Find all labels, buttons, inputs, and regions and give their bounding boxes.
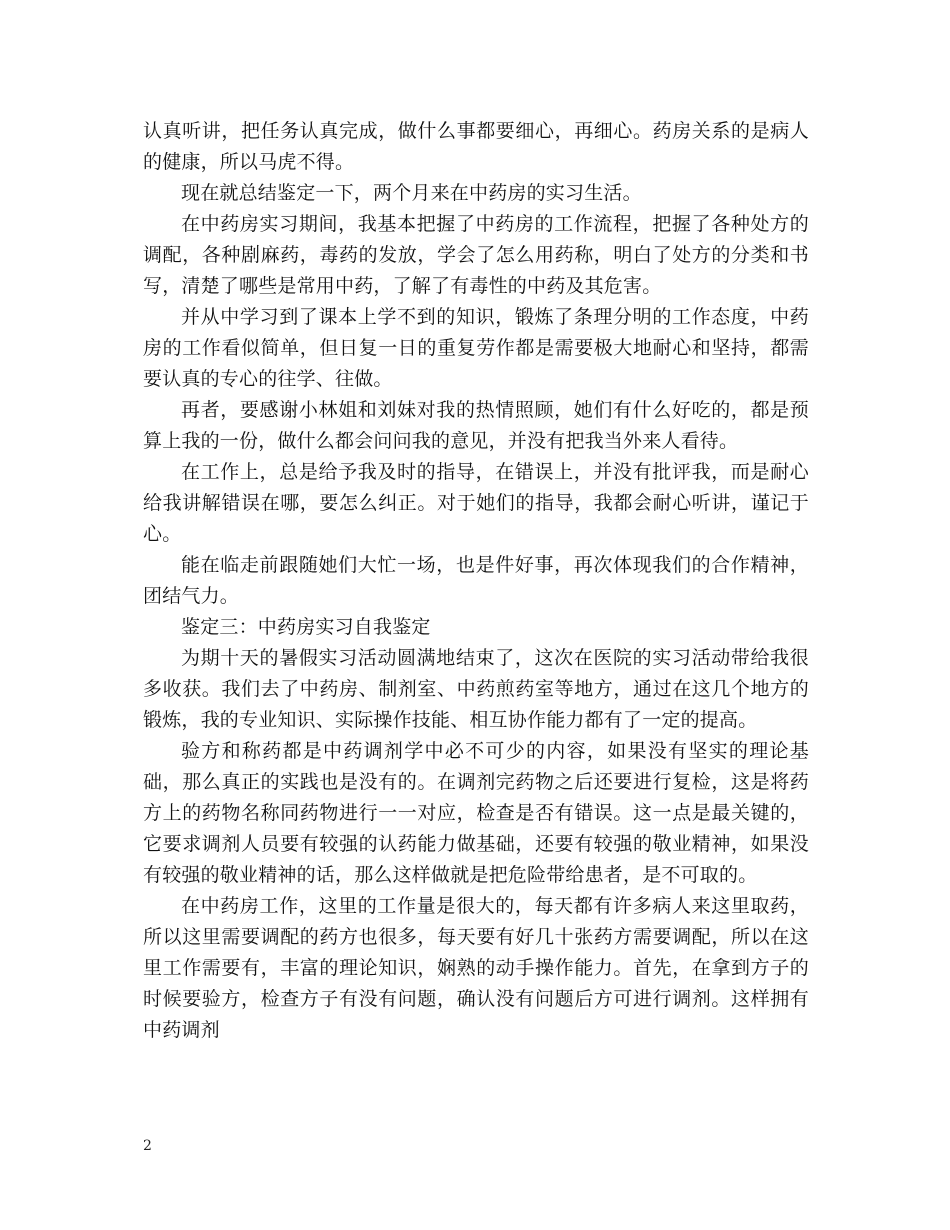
paragraph: 再者，要感谢小林姐和刘妹对我的热情照顾，她们有什么好吃的，都是预算上我的一份，做什么都会问问我的意见，并没有把我当外来人看待。	[143, 399, 809, 452]
page-number: 2	[143, 1138, 152, 1154]
paragraph-continuation: 认真听讲，把任务认真完成，做什么事都要细心，再细心。药房关系的是病人的健康，所以马虎不得。	[143, 120, 809, 173]
paragraph: 验方和称药都是中药调剂学中必不可少的内容，如果没有坚实的理论基础，那么真正的实践也是没有的。在调剂完药物之后还要进行复检，这是将药方上的药物名称同药物进行一一对应，检查是否有错误。这一点是最关键的，它要求调剂人员要有较强的认药能力做基础，还要有较强的敬业精神，如果没有较强的敬业精神的话，那么这样做就是把危险带给患者，是不可取的。	[143, 740, 809, 886]
paragraph: 为期十天的暑假实习活动圆满地结束了，这次在医院的实习活动带给我很多收获。我们去了中药房、制剂室、中药煎药室等地方，通过在这几个地方的锻炼，我的专业知识、实际操作技能、相互协作能力都有了一定的提高。	[143, 647, 809, 731]
section-heading: 鉴定三：中药房实习自我鉴定	[181, 616, 431, 638]
paragraph: 现在就总结鉴定一下，两个月来在中药房的实习生活。	[181, 182, 642, 204]
paragraph: 并从中学习到了课本上学不到的知识，锻炼了条理分明的工作态度，中药房的工作看似简单，但日复一日的重复劳作都是需要极大地耐心和坚持，都需要认真的专心的往学、往做。	[143, 306, 809, 390]
document-body	[143, 116, 809, 1046]
paragraph: 能在临走前跟随她们大忙一场，也是件好事，再次体现我们的合作精神，团结气力。	[143, 554, 809, 607]
paragraph: 在中药房实习期间，我基本把握了中药房的工作流程，把握了各种处方的调配，各种剧麻药，毒药的发放，学会了怎么用药称，明白了处方的分类和书写，清楚了哪些是常用中药，了解了有毒性的中药及其危害。	[143, 213, 809, 297]
paragraph: 在工作上，总是给予我及时的指导，在错误上，并没有批评我，而是耐心给我讲解错误在哪，要怎么纠正。对于她们的指导，我都会耐心听讲，谨记于心。	[143, 461, 809, 545]
paragraph: 在中药房工作，这里的工作量是很大的，每天都有许多病人来这里取药，所以这里需要调配的药方也很多，每天要有好几十张药方需要调配，所以在这里工作需要有，丰富的理论知识，娴熟的动手操作能力。首先，在拿到方子的时候要验方，检查方子有没有问题，确认没有问题后方可进行调剂。这样拥有中药调剂	[143, 895, 809, 1041]
